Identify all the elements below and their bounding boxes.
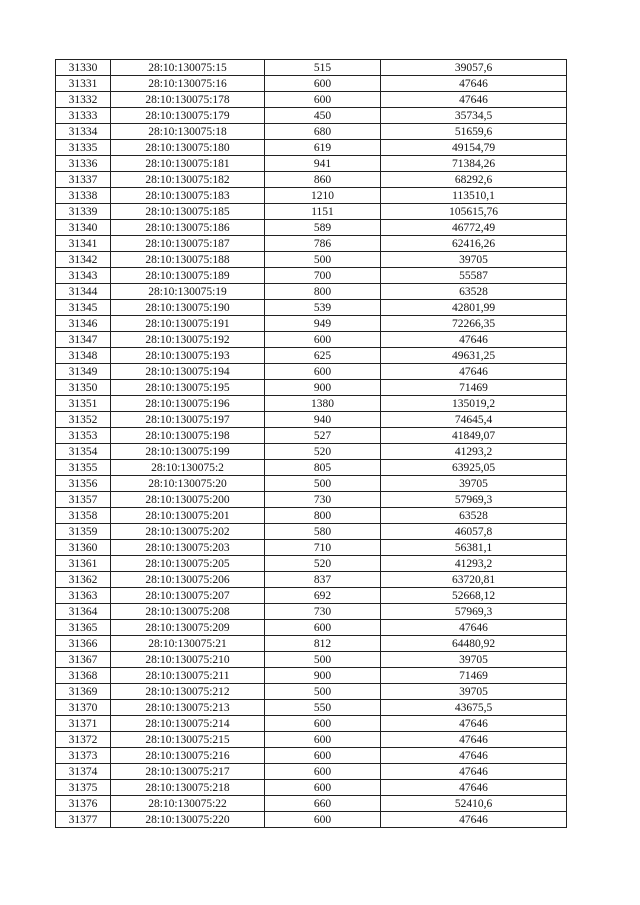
area-cell: 500 [265, 652, 381, 668]
table-row [56, 60, 567, 76]
row-number-cell: 31376 [56, 796, 111, 812]
area-cell: 1210 [265, 188, 381, 204]
value-cell: 64480,92 [381, 636, 567, 652]
value-cell: 47646 [381, 76, 567, 92]
cadastral-number-cell: 28:10:130075:194 [111, 364, 265, 380]
row-number-cell: 31340 [56, 220, 111, 236]
value-cell: 47646 [381, 764, 567, 780]
cadastral-number-cell: 28:10:130075:16 [111, 76, 265, 92]
row-number-cell: 31345 [56, 300, 111, 316]
value-cell: 39705 [381, 652, 567, 668]
area-cell: 700 [265, 268, 381, 284]
value-cell: 41849,07 [381, 428, 567, 444]
cadastral-number-cell: 28:10:130075:203 [111, 540, 265, 556]
row-number-cell: 31335 [56, 140, 111, 156]
cadastral-number-cell: 28:10:130075:209 [111, 620, 265, 636]
table-row [56, 76, 567, 92]
table-row [56, 444, 567, 460]
row-number-cell: 31362 [56, 572, 111, 588]
value-cell: 71384,26 [381, 156, 567, 172]
value-cell: 62416,26 [381, 236, 567, 252]
cadastral-number-cell: 28:10:130075:216 [111, 748, 265, 764]
row-number-cell: 31351 [56, 396, 111, 412]
row-number-cell: 31372 [56, 732, 111, 748]
area-cell: 805 [265, 460, 381, 476]
value-cell: 63720,81 [381, 572, 567, 588]
row-number-cell: 31357 [56, 492, 111, 508]
cadastral-number-cell: 28:10:130075:192 [111, 332, 265, 348]
area-cell: 600 [265, 764, 381, 780]
row-number-cell: 31368 [56, 668, 111, 684]
cadastral-number-cell: 28:10:130075:197 [111, 412, 265, 428]
area-cell: 800 [265, 284, 381, 300]
row-number-cell: 31377 [56, 812, 111, 828]
table-row [56, 684, 567, 700]
area-cell: 625 [265, 348, 381, 364]
cadastral-number-cell: 28:10:130075:200 [111, 492, 265, 508]
table-row [56, 188, 567, 204]
value-cell: 52410,6 [381, 796, 567, 812]
area-cell: 450 [265, 108, 381, 124]
table-row [56, 748, 567, 764]
cadastral-number-cell: 28:10:130075:195 [111, 380, 265, 396]
value-cell: 41293,2 [381, 556, 567, 572]
cadastral-number-cell: 28:10:130075:182 [111, 172, 265, 188]
area-cell: 539 [265, 300, 381, 316]
cadastral-number-cell: 28:10:130075:215 [111, 732, 265, 748]
area-cell: 527 [265, 428, 381, 444]
row-number-cell: 31359 [56, 524, 111, 540]
value-cell: 113510,1 [381, 188, 567, 204]
value-cell: 39705 [381, 684, 567, 700]
table-row [56, 428, 567, 444]
row-number-cell: 31353 [56, 428, 111, 444]
value-cell: 63528 [381, 284, 567, 300]
value-cell: 57969,3 [381, 492, 567, 508]
row-number-cell: 31332 [56, 92, 111, 108]
area-cell: 600 [265, 332, 381, 348]
cadastral-number-cell: 28:10:130075:15 [111, 60, 265, 76]
row-number-cell: 31364 [56, 604, 111, 620]
area-cell: 730 [265, 604, 381, 620]
value-cell: 47646 [381, 732, 567, 748]
area-cell: 619 [265, 140, 381, 156]
row-number-cell: 31370 [56, 700, 111, 716]
row-number-cell: 31373 [56, 748, 111, 764]
table-row [56, 412, 567, 428]
area-cell: 500 [265, 252, 381, 268]
area-cell: 730 [265, 492, 381, 508]
table-row [56, 508, 567, 524]
area-cell: 600 [265, 92, 381, 108]
cadastral-number-cell: 28:10:130075:181 [111, 156, 265, 172]
area-cell: 680 [265, 124, 381, 140]
value-cell: 43675,5 [381, 700, 567, 716]
value-cell: 49631,25 [381, 348, 567, 364]
cadastral-number-cell: 28:10:130075:187 [111, 236, 265, 252]
cadastral-number-cell: 28:10:130075:18 [111, 124, 265, 140]
cadastral-number-cell: 28:10:130075:207 [111, 588, 265, 604]
area-cell: 949 [265, 316, 381, 332]
row-number-cell: 31350 [56, 380, 111, 396]
table-row [56, 716, 567, 732]
table-row [56, 172, 567, 188]
table-row [56, 92, 567, 108]
area-cell: 900 [265, 668, 381, 684]
row-number-cell: 31342 [56, 252, 111, 268]
table-row [56, 108, 567, 124]
cadastral-number-cell: 28:10:130075:183 [111, 188, 265, 204]
area-cell: 600 [265, 76, 381, 92]
row-number-cell: 31347 [56, 332, 111, 348]
value-cell: 41293,2 [381, 444, 567, 460]
cadastral-number-cell: 28:10:130075:19 [111, 284, 265, 300]
value-cell: 47646 [381, 780, 567, 796]
area-cell: 660 [265, 796, 381, 812]
cadastral-number-cell: 28:10:130075:212 [111, 684, 265, 700]
row-number-cell: 31349 [56, 364, 111, 380]
value-cell: 72266,35 [381, 316, 567, 332]
value-cell: 74645,4 [381, 412, 567, 428]
area-cell: 710 [265, 540, 381, 556]
row-number-cell: 31360 [56, 540, 111, 556]
table-row [56, 732, 567, 748]
row-number-cell: 31337 [56, 172, 111, 188]
table-row [56, 300, 567, 316]
row-number-cell: 31355 [56, 460, 111, 476]
value-cell: 63528 [381, 508, 567, 524]
area-cell: 500 [265, 684, 381, 700]
cadastral-number-cell: 28:10:130075:2 [111, 460, 265, 476]
table-row [56, 620, 567, 636]
cadastral-number-cell: 28:10:130075:205 [111, 556, 265, 572]
cadastral-number-cell: 28:10:130075:198 [111, 428, 265, 444]
cadastral-number-cell: 28:10:130075:20 [111, 476, 265, 492]
row-number-cell: 31365 [56, 620, 111, 636]
row-number-cell: 31367 [56, 652, 111, 668]
table-row [56, 396, 567, 412]
value-cell: 135019,2 [381, 396, 567, 412]
cadastral-number-cell: 28:10:130075:21 [111, 636, 265, 652]
table-row [56, 780, 567, 796]
cadastral-number-cell: 28:10:130075:189 [111, 268, 265, 284]
area-cell: 600 [265, 780, 381, 796]
row-number-cell: 31352 [56, 412, 111, 428]
table-row [56, 540, 567, 556]
table-row [56, 252, 567, 268]
value-cell: 46057,8 [381, 524, 567, 540]
row-number-cell: 31331 [56, 76, 111, 92]
cadastral-number-cell: 28:10:130075:188 [111, 252, 265, 268]
cadastral-number-cell: 28:10:130075:210 [111, 652, 265, 668]
row-number-cell: 31341 [56, 236, 111, 252]
area-cell: 900 [265, 380, 381, 396]
cadastral-number-cell: 28:10:130075:218 [111, 780, 265, 796]
cadastral-number-cell: 28:10:130075:206 [111, 572, 265, 588]
cadastral-number-cell: 28:10:130075:217 [111, 764, 265, 780]
area-cell: 520 [265, 556, 381, 572]
cadastral-number-cell: 28:10:130075:186 [111, 220, 265, 236]
table-row [56, 668, 567, 684]
table-row [56, 604, 567, 620]
table-row [56, 572, 567, 588]
row-number-cell: 31334 [56, 124, 111, 140]
area-cell: 500 [265, 476, 381, 492]
value-cell: 46772,49 [381, 220, 567, 236]
table-row [56, 524, 567, 540]
row-number-cell: 31374 [56, 764, 111, 780]
cadastral-number-cell: 28:10:130075:196 [111, 396, 265, 412]
area-cell: 786 [265, 236, 381, 252]
value-cell: 47646 [381, 364, 567, 380]
area-cell: 520 [265, 444, 381, 460]
cadastral-number-cell: 28:10:130075:22 [111, 796, 265, 812]
table-row [56, 140, 567, 156]
table-row [56, 204, 567, 220]
cadastral-number-cell: 28:10:130075:191 [111, 316, 265, 332]
value-cell: 57969,3 [381, 604, 567, 620]
area-cell: 600 [265, 812, 381, 828]
area-cell: 600 [265, 748, 381, 764]
cadastral-number-cell: 28:10:130075:211 [111, 668, 265, 684]
row-number-cell: 31339 [56, 204, 111, 220]
table-row [56, 796, 567, 812]
table-row [56, 236, 567, 252]
value-cell: 56381,1 [381, 540, 567, 556]
table-row [56, 476, 567, 492]
area-cell: 515 [265, 60, 381, 76]
value-cell: 71469 [381, 380, 567, 396]
area-cell: 1380 [265, 396, 381, 412]
cadastral-table [55, 59, 567, 828]
table-row [56, 460, 567, 476]
cadastral-number-cell: 28:10:130075:208 [111, 604, 265, 620]
value-cell: 35734,5 [381, 108, 567, 124]
row-number-cell: 31375 [56, 780, 111, 796]
table-row [56, 364, 567, 380]
value-cell: 47646 [381, 716, 567, 732]
row-number-cell: 31343 [56, 268, 111, 284]
row-number-cell: 31369 [56, 684, 111, 700]
cadastral-number-cell: 28:10:130075:178 [111, 92, 265, 108]
cadastral-number-cell: 28:10:130075:213 [111, 700, 265, 716]
table-row [56, 764, 567, 780]
cadastral-number-cell: 28:10:130075:179 [111, 108, 265, 124]
value-cell: 47646 [381, 620, 567, 636]
value-cell: 47646 [381, 812, 567, 828]
table-row [56, 332, 567, 348]
area-cell: 941 [265, 156, 381, 172]
row-number-cell: 31344 [56, 284, 111, 300]
area-cell: 600 [265, 716, 381, 732]
cadastral-number-cell: 28:10:130075:201 [111, 508, 265, 524]
value-cell: 52668,12 [381, 588, 567, 604]
area-cell: 1151 [265, 204, 381, 220]
area-cell: 600 [265, 364, 381, 380]
value-cell: 39705 [381, 476, 567, 492]
table-row [56, 380, 567, 396]
row-number-cell: 31330 [56, 60, 111, 76]
table-row [56, 812, 567, 828]
value-cell: 55587 [381, 268, 567, 284]
table-row [56, 700, 567, 716]
cadastral-number-cell: 28:10:130075:220 [111, 812, 265, 828]
cadastral-number-cell: 28:10:130075:180 [111, 140, 265, 156]
row-number-cell: 31371 [56, 716, 111, 732]
area-cell: 800 [265, 508, 381, 524]
cadastral-number-cell: 28:10:130075:199 [111, 444, 265, 460]
value-cell: 105615,76 [381, 204, 567, 220]
row-number-cell: 31336 [56, 156, 111, 172]
row-number-cell: 31333 [56, 108, 111, 124]
area-cell: 580 [265, 524, 381, 540]
value-cell: 71469 [381, 668, 567, 684]
table-row [56, 652, 567, 668]
table-row [56, 636, 567, 652]
area-cell: 600 [265, 620, 381, 636]
area-cell: 860 [265, 172, 381, 188]
row-number-cell: 31346 [56, 316, 111, 332]
table-row [56, 348, 567, 364]
row-number-cell: 31358 [56, 508, 111, 524]
cadastral-number-cell: 28:10:130075:202 [111, 524, 265, 540]
table-row [56, 556, 567, 572]
table-row [56, 156, 567, 172]
value-cell: 63925,05 [381, 460, 567, 476]
table-row [56, 588, 567, 604]
cadastral-number-cell: 28:10:130075:185 [111, 204, 265, 220]
table-row [56, 284, 567, 300]
row-number-cell: 31356 [56, 476, 111, 492]
value-cell: 39057,6 [381, 60, 567, 76]
area-cell: 589 [265, 220, 381, 236]
value-cell: 47646 [381, 748, 567, 764]
cadastral-number-cell: 28:10:130075:214 [111, 716, 265, 732]
cadastral-number-cell: 28:10:130075:193 [111, 348, 265, 364]
table-body [56, 60, 567, 828]
table-row [56, 492, 567, 508]
value-cell: 47646 [381, 92, 567, 108]
row-number-cell: 31348 [56, 348, 111, 364]
area-cell: 550 [265, 700, 381, 716]
table-row [56, 268, 567, 284]
row-number-cell: 31354 [56, 444, 111, 460]
row-number-cell: 31361 [56, 556, 111, 572]
table-row [56, 220, 567, 236]
row-number-cell: 31366 [56, 636, 111, 652]
area-cell: 837 [265, 572, 381, 588]
value-cell: 42801,99 [381, 300, 567, 316]
value-cell: 51659,6 [381, 124, 567, 140]
table-row [56, 316, 567, 332]
row-number-cell: 31338 [56, 188, 111, 204]
value-cell: 47646 [381, 332, 567, 348]
area-cell: 812 [265, 636, 381, 652]
table-row [56, 124, 567, 140]
area-cell: 940 [265, 412, 381, 428]
value-cell: 39705 [381, 252, 567, 268]
row-number-cell: 31363 [56, 588, 111, 604]
value-cell: 68292,6 [381, 172, 567, 188]
cadastral-number-cell: 28:10:130075:190 [111, 300, 265, 316]
value-cell: 49154,79 [381, 140, 567, 156]
area-cell: 692 [265, 588, 381, 604]
area-cell: 600 [265, 732, 381, 748]
